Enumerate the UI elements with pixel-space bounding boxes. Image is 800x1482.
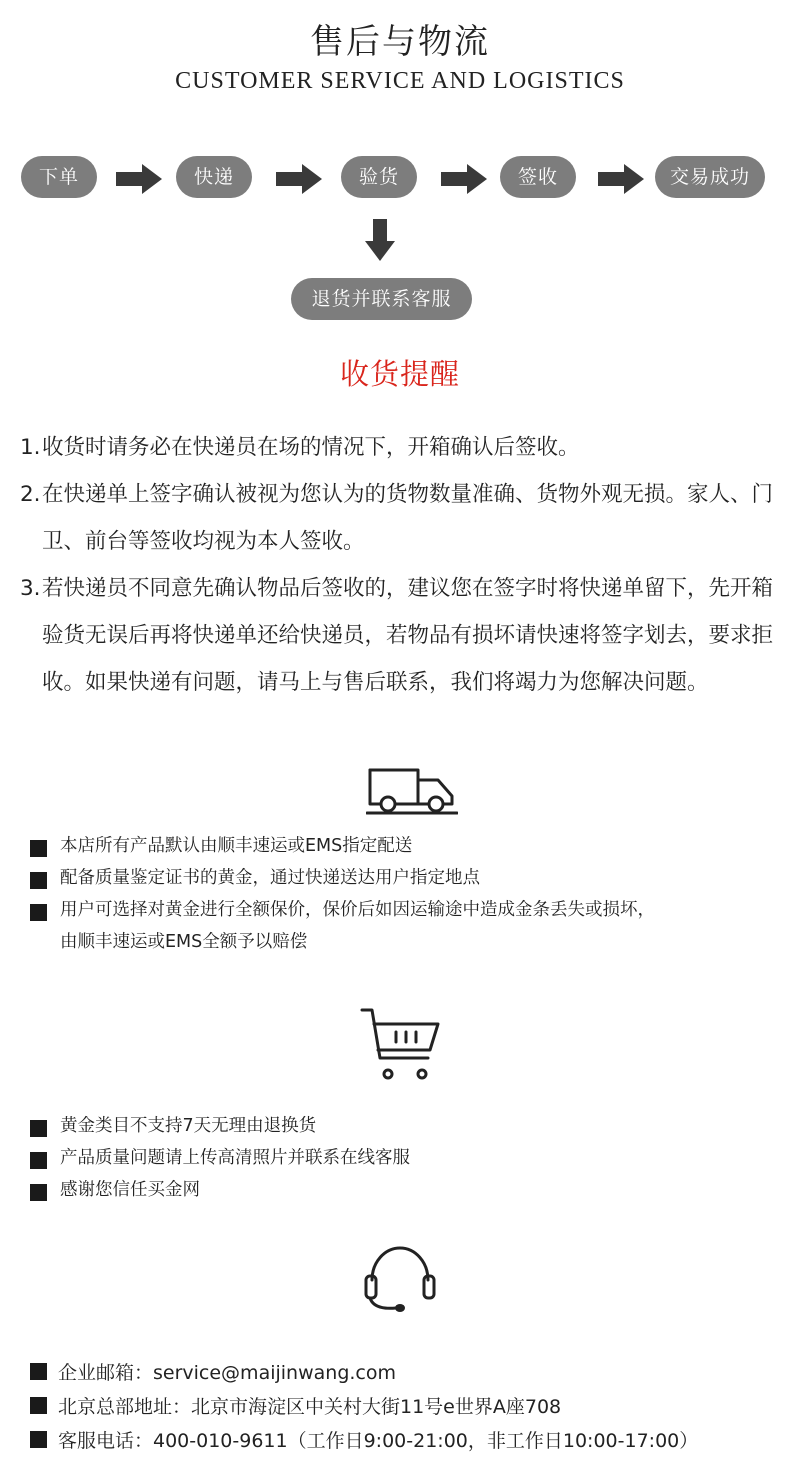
- list-item: [30, 1146, 790, 1170]
- contact-address-text: 北京总部地址：北京市海淀区中关村大街11号e世界A座708: [58, 1395, 562, 1418]
- reminder-list: [20, 424, 785, 706]
- page-title: 售后与物流: [310, 22, 490, 62]
- item-text: 在快递单上签字确认被视为您认为的货物数量准确、货物外观无损。家人、门卫、前台等签收均视为本人签收。: [42, 482, 774, 554]
- shopping-cart-icon: [358, 1006, 442, 1086]
- arrow-right-icon: [441, 164, 487, 194]
- step-inspect: 验货: [341, 156, 417, 198]
- reminder-item: [20, 565, 785, 706]
- list-item: [30, 1114, 790, 1138]
- bullet-square-icon: [30, 1431, 47, 1448]
- list-item: [30, 866, 790, 890]
- contact-email-text: 企业邮箱：service@maijinwang.com: [58, 1361, 396, 1384]
- bullet-square-icon: [30, 840, 47, 857]
- step-sign: 签收: [500, 156, 576, 198]
- shopping-list: [30, 1114, 790, 1210]
- bullet-square-icon: [30, 1184, 47, 1201]
- list-item: [30, 834, 790, 858]
- truck-icon: [366, 766, 458, 816]
- arrow-right-icon: [598, 164, 644, 194]
- reminder-title: 收货提醒: [339, 357, 460, 391]
- item-text-line: 由顺丰速运或EMS全额予以赔偿: [60, 932, 308, 952]
- list-item: [30, 1178, 790, 1202]
- arrow-right-icon: [116, 164, 162, 194]
- item-text: 黄金类目不支持7天无理由退换货: [60, 1116, 317, 1136]
- contact-info: [30, 1354, 790, 1456]
- item-text: 配备质量鉴定证书的黄金，通过快递送达用户指定地点: [60, 868, 480, 888]
- item-number: 2.: [20, 482, 41, 507]
- contact-phone: [30, 1422, 790, 1456]
- arrow-down-icon: [365, 219, 395, 261]
- item-text: 收货时请务必在快递员在场的情况下，开箱确认后签收。: [42, 435, 580, 460]
- contact-email: [30, 1354, 790, 1388]
- reminder-item: [20, 471, 785, 565]
- step-complete: 交易成功: [655, 156, 765, 198]
- item-number: 3.: [20, 576, 41, 601]
- item-text: 若快递员不同意先确认物品后签收的，建议您在签字时将快递单留下，先开箱验货无误后再将快递单还给快递员，若物品有损坏请快速将签字划去，要求拒收。如果快递有问题，请马上与售后联系，我们将竭力为您解决问题。: [42, 576, 774, 695]
- bullet-square-icon: [30, 872, 47, 889]
- item-text: 本店所有产品默认由顺丰速运或EMS指定配送: [60, 836, 413, 856]
- contact-address: [30, 1388, 790, 1422]
- bullet-square-icon: [30, 1120, 47, 1137]
- item-text: 感谢您信任买金网: [60, 1180, 200, 1200]
- item-text: [60, 898, 790, 954]
- item-number: 1.: [20, 435, 41, 460]
- page-subtitle: CUSTOMER SERVICE AND LOGISTICS: [175, 68, 625, 94]
- reminder-item: [20, 424, 785, 471]
- bullet-square-icon: [30, 1397, 47, 1414]
- step-return: 退货并联系客服: [291, 278, 472, 320]
- list-item: [30, 898, 790, 954]
- bullet-square-icon: [30, 1363, 47, 1380]
- item-text: 产品质量问题请上传高清照片并联系在线客服: [60, 1148, 410, 1168]
- logistics-list: [30, 834, 790, 962]
- step-order: 下单: [21, 156, 97, 198]
- headset-icon: [360, 1240, 440, 1316]
- arrow-right-icon: [276, 164, 322, 194]
- contact-phone-text: 客服电话：400-010-9611（工作日9:00-21:00，非工作日10:00-17:00）: [58, 1429, 699, 1452]
- bullet-square-icon: [30, 904, 47, 921]
- bullet-square-icon: [30, 1152, 47, 1169]
- step-shipping: 快递: [176, 156, 252, 198]
- item-text-line: 用户可选择对黄金进行全额保价，保价后如因运输途中造成金条丢失或损坏，: [60, 900, 655, 920]
